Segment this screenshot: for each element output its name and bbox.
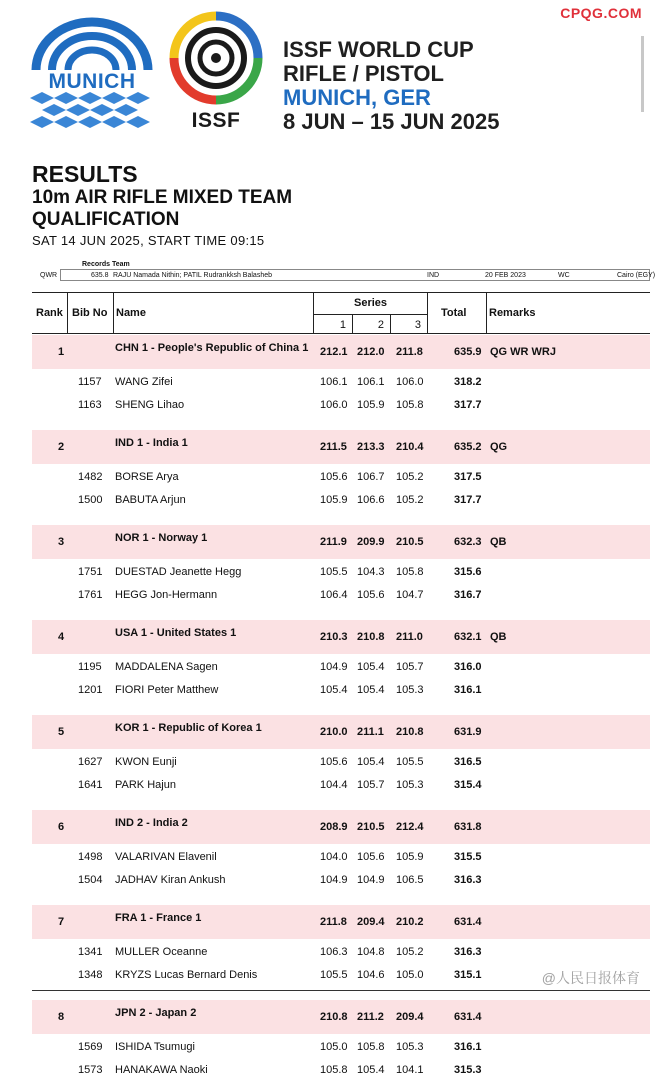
team-name: IND 2 - India 2 xyxy=(115,817,188,829)
athlete-total: 316.1 xyxy=(454,683,482,696)
team-s3: 211.0 xyxy=(396,631,423,643)
munich-logo xyxy=(30,14,154,132)
munich-logo-text: MUNICH xyxy=(48,70,136,93)
team-rank: 4 xyxy=(58,631,65,643)
athlete-s1: 105.5 xyxy=(320,968,348,981)
athlete-bib: 1157 xyxy=(78,375,102,388)
athlete-row xyxy=(32,488,650,511)
athlete-name: DUESTAD Jeanette Hegg xyxy=(115,565,242,578)
team-name: CHN 1 - People's Republic of China 1 xyxy=(115,342,309,354)
athlete-s1: 105.6 xyxy=(320,755,348,768)
athlete-s3: 104.1 xyxy=(396,1063,424,1076)
athlete-s1: 104.0 xyxy=(320,850,348,863)
team-s1: 210.0 xyxy=(320,726,348,738)
results-event: 10m AIR RIFLE MIXED TEAM xyxy=(32,187,293,208)
athlete-name: HANAKAWA Naoki xyxy=(115,1063,208,1076)
athlete-row xyxy=(32,655,650,678)
team-s2: 209.9 xyxy=(357,536,385,548)
team-rank: 3 xyxy=(58,536,65,548)
athlete-row xyxy=(32,465,650,488)
team-rank: 7 xyxy=(58,916,65,928)
athlete-s1: 104.9 xyxy=(320,873,348,886)
header-name: Name xyxy=(116,307,146,319)
team-s3: 210.8 xyxy=(396,726,424,738)
athlete-s2: 105.4 xyxy=(357,1063,385,1076)
team-s1: 210.3 xyxy=(320,631,348,643)
team-row xyxy=(32,335,650,369)
athlete-row xyxy=(32,370,650,393)
athlete-name: KRYZS Lucas Bernard Denis xyxy=(115,968,258,981)
athlete-s3: 105.3 xyxy=(396,778,424,791)
athlete-total: 315.1 xyxy=(454,968,482,981)
athlete-row xyxy=(32,1035,650,1058)
athlete-bib: 1641 xyxy=(78,778,103,791)
team-name: USA 1 - United States 1 xyxy=(115,627,237,639)
records-code: QWR xyxy=(40,272,58,279)
athlete-total: 315.6 xyxy=(454,565,482,578)
athlete-s2: 104.9 xyxy=(357,873,385,886)
athlete-s3: 105.3 xyxy=(396,683,424,696)
athlete-s2: 104.8 xyxy=(357,945,385,958)
team-rank: 1 xyxy=(58,346,65,358)
event-header xyxy=(283,38,499,134)
athlete-bib: 1500 xyxy=(78,493,103,506)
event-location: MUNICH, GER xyxy=(283,85,431,110)
athlete-total: 318.2 xyxy=(454,375,482,388)
team-row xyxy=(32,430,650,464)
record-date: 20 FEB 2023 xyxy=(485,272,526,279)
team-name: NOR 1 - Norway 1 xyxy=(115,532,208,544)
header-series: Series xyxy=(353,297,388,309)
athlete-s1: 105.5 xyxy=(320,565,348,578)
athlete-s2: 105.7 xyxy=(357,778,385,791)
record-holders: RAJU Namada Nithin; PATIL Rudrankksh Balasheb xyxy=(113,272,272,279)
athlete-row xyxy=(32,868,650,891)
team-rank: 8 xyxy=(58,1011,65,1023)
athlete-s1: 104.9 xyxy=(320,660,348,673)
team-row xyxy=(32,715,650,749)
header-series-1: 1 xyxy=(339,319,346,331)
team-s1: 208.9 xyxy=(320,821,348,833)
issf-target-icon xyxy=(170,12,262,108)
team-row xyxy=(32,620,650,654)
athlete-s2: 105.9 xyxy=(357,398,385,411)
athlete-s3: 105.3 xyxy=(396,1040,424,1053)
athlete-name: MULLER Oceanne xyxy=(115,945,208,958)
team-s2: 210.8 xyxy=(357,631,385,643)
athlete-s2: 106.6 xyxy=(357,493,385,506)
athlete-name: FIORI Peter Matthew xyxy=(115,683,219,696)
team-rank: 5 xyxy=(58,726,65,738)
team-s3: 210.2 xyxy=(396,916,424,928)
header-remarks: Remarks xyxy=(489,307,536,319)
athlete-total: 317.7 xyxy=(454,493,482,506)
results-date: SAT 14 JUN 2025, START TIME 09:15 xyxy=(32,233,265,248)
records-row xyxy=(60,269,655,281)
record-place: Cairo (EGY) xyxy=(617,272,655,279)
team-row xyxy=(32,810,650,844)
team-s1: 211.9 xyxy=(320,536,347,548)
team-s3: 209.4 xyxy=(396,1011,424,1023)
team-s3: 210.5 xyxy=(396,536,424,548)
athlete-s3: 106.5 xyxy=(396,873,424,886)
athlete-s3: 105.8 xyxy=(396,565,424,578)
team-row xyxy=(32,905,650,939)
table-header xyxy=(32,292,650,334)
header-series-3: 3 xyxy=(414,319,421,331)
event-title: ISSF WORLD CUP xyxy=(283,37,474,62)
athlete-s3: 105.7 xyxy=(396,660,424,673)
athlete-row xyxy=(32,940,650,963)
athlete-name: MADDALENA Sagen xyxy=(115,660,218,673)
athlete-s2: 105.4 xyxy=(357,755,385,768)
athlete-bib: 1573 xyxy=(78,1063,103,1076)
athlete-s1: 105.6 xyxy=(320,470,348,483)
athlete-bib: 1751 xyxy=(78,565,103,578)
team-s2: 209.4 xyxy=(357,916,385,928)
athlete-s2: 105.6 xyxy=(357,588,385,601)
athlete-s2: 105.6 xyxy=(357,850,385,863)
athlete-total: 316.3 xyxy=(454,873,482,886)
team-s3: 211.8 xyxy=(396,346,423,358)
team-remarks: QG WR WRJ xyxy=(490,346,556,358)
header-rank: Rank xyxy=(36,307,63,319)
athlete-s3: 105.9 xyxy=(396,850,424,863)
athlete-name: SHENG Lihao xyxy=(115,398,185,411)
athlete-s2: 105.4 xyxy=(357,660,385,673)
event-dates: 8 JUN – 15 JUN 2025 xyxy=(283,109,500,134)
team-rank: 6 xyxy=(58,821,65,833)
watermark-bottom: @人民日报体育 xyxy=(541,970,640,986)
athlete-total: 317.5 xyxy=(454,470,482,483)
athlete-s1: 104.4 xyxy=(320,778,348,791)
team-s3: 212.4 xyxy=(396,821,424,833)
athlete-total: 316.7 xyxy=(454,588,482,601)
athlete-s2: 105.4 xyxy=(357,683,385,696)
issf-logo xyxy=(170,12,262,132)
athlete-name: BORSE Arya xyxy=(115,470,179,483)
athlete-bib: 1482 xyxy=(78,470,103,483)
athlete-bib: 1504 xyxy=(78,873,103,886)
athlete-total: 315.4 xyxy=(454,778,482,791)
team-row xyxy=(32,525,650,559)
athlete-name: ISHIDA Tsumugi xyxy=(115,1040,195,1053)
athlete-row xyxy=(32,1058,650,1081)
athlete-name: VALARIVAN Elavenil xyxy=(115,850,217,863)
team-remarks: QG xyxy=(490,441,508,453)
athlete-row xyxy=(32,560,650,583)
athlete-bib: 1163 xyxy=(78,398,102,411)
athlete-row xyxy=(32,393,650,416)
athlete-total: 316.3 xyxy=(454,945,482,958)
athlete-s1: 106.3 xyxy=(320,945,348,958)
athlete-bib: 1348 xyxy=(78,968,103,981)
team-rank: 2 xyxy=(58,441,65,453)
team-s1: 210.8 xyxy=(320,1011,348,1023)
bottom-rule xyxy=(32,990,650,991)
team-row xyxy=(32,1000,650,1034)
athlete-name: HEGG Jon-Hermann xyxy=(115,588,218,601)
header-bib: Bib No xyxy=(72,307,108,319)
team-total: 632.3 xyxy=(454,536,482,548)
athlete-bib: 1761 xyxy=(78,588,103,601)
athlete-s1: 106.1 xyxy=(320,375,348,388)
records-title: Records Team xyxy=(82,261,130,268)
team-name: IND 1 - India 1 xyxy=(115,437,188,449)
record-nation: IND xyxy=(427,272,440,279)
event-discipline: RIFLE / PISTOL xyxy=(283,61,444,86)
athlete-name: WANG Zifei xyxy=(115,375,173,388)
athlete-bib: 1627 xyxy=(78,755,103,768)
athlete-total: 315.3 xyxy=(454,1063,482,1076)
athlete-s1: 105.0 xyxy=(320,1040,348,1053)
athlete-s3: 106.0 xyxy=(396,375,424,388)
team-total: 631.8 xyxy=(454,821,482,833)
team-s2: 211.2 xyxy=(357,1011,384,1023)
series-header-group xyxy=(313,293,428,334)
team-s3: 210.4 xyxy=(396,441,424,453)
team-total: 631.4 xyxy=(454,1011,482,1023)
header-series-2: 2 xyxy=(377,319,384,331)
athlete-total: 316.0 xyxy=(454,660,482,673)
athlete-bib: 1201 xyxy=(78,683,103,696)
athlete-s3: 105.2 xyxy=(396,470,424,483)
athlete-bib: 1195 xyxy=(78,660,102,673)
athlete-s2: 105.8 xyxy=(357,1040,385,1053)
team-s1: 212.1 xyxy=(320,346,348,358)
record-score: 635.8 xyxy=(91,272,109,279)
watermark-site: CPQG.COM xyxy=(560,5,642,21)
athlete-s2: 104.6 xyxy=(357,968,385,981)
athlete-bib: 1569 xyxy=(78,1040,103,1053)
team-total: 632.1 xyxy=(454,631,482,643)
athlete-s1: 105.9 xyxy=(320,493,348,506)
athlete-s3: 105.2 xyxy=(396,493,424,506)
athlete-s3: 105.8 xyxy=(396,398,424,411)
athlete-bib: 1498 xyxy=(78,850,103,863)
athlete-name: PARK Hajun xyxy=(115,778,176,791)
athlete-s2: 106.1 xyxy=(357,375,385,388)
record-competition: WC xyxy=(558,272,570,279)
team-s2: 210.5 xyxy=(357,821,385,833)
athlete-s3: 104.7 xyxy=(396,588,424,601)
athlete-total: 316.5 xyxy=(454,755,482,768)
team-s1: 211.8 xyxy=(320,916,347,928)
athlete-name: KWON Eunji xyxy=(115,755,177,768)
header-total: Total xyxy=(441,307,467,319)
athlete-total: 316.1 xyxy=(454,1040,482,1053)
athlete-s1: 106.4 xyxy=(320,588,348,601)
athlete-name: BABUTA Arjun xyxy=(115,493,186,506)
athlete-s3: 105.0 xyxy=(396,968,424,981)
results-title: RESULTS xyxy=(32,161,138,187)
athlete-s1: 105.4 xyxy=(320,683,348,696)
team-total: 635.9 xyxy=(454,346,482,358)
team-remarks: QB xyxy=(490,536,507,548)
athlete-s1: 106.0 xyxy=(320,398,348,411)
team-name: KOR 1 - Republic of Korea 1 xyxy=(115,722,262,734)
athlete-total: 317.7 xyxy=(454,398,482,411)
team-name: JPN 2 - Japan 2 xyxy=(115,1007,197,1019)
athlete-s2: 104.3 xyxy=(357,565,385,578)
athlete-s3: 105.2 xyxy=(396,945,424,958)
results-phase: QUALIFICATION xyxy=(32,209,180,230)
athlete-row xyxy=(32,773,650,796)
team-total: 635.2 xyxy=(454,441,482,453)
issf-logo-text: ISSF xyxy=(191,109,241,132)
scroll-indicator xyxy=(641,36,644,112)
athlete-s2: 106.7 xyxy=(357,470,385,483)
team-s2: 213.3 xyxy=(357,441,385,453)
team-remarks: QB xyxy=(490,631,507,643)
athlete-row xyxy=(32,750,650,773)
team-s2: 212.0 xyxy=(357,346,385,358)
team-total: 631.4 xyxy=(454,916,482,928)
athlete-s3: 105.5 xyxy=(396,755,424,768)
athlete-row xyxy=(32,678,650,701)
athlete-row xyxy=(32,583,650,606)
athlete-name: JADHAV Kiran Ankush xyxy=(115,873,226,886)
athlete-bib: 1341 xyxy=(78,945,103,958)
athlete-total: 315.5 xyxy=(454,850,482,863)
athlete-s1: 105.8 xyxy=(320,1063,348,1076)
team-name: FRA 1 - France 1 xyxy=(115,912,202,924)
team-total: 631.9 xyxy=(454,726,482,738)
team-s2: 211.1 xyxy=(357,726,384,738)
team-s1: 211.5 xyxy=(320,441,347,453)
athlete-row xyxy=(32,845,650,868)
